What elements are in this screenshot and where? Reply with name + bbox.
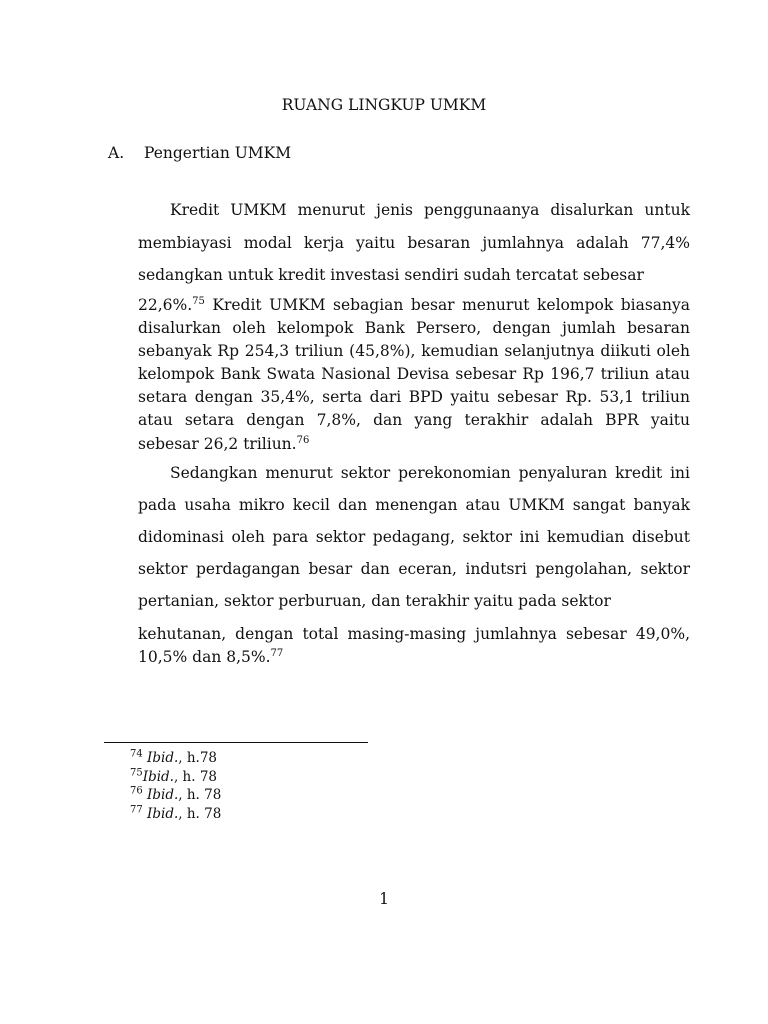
- paragraph-1-body: [138, 294, 690, 456]
- section-letter: A.: [108, 144, 125, 162]
- footnote-page: , h. 78: [178, 787, 222, 803]
- paragraph-2-tail: [138, 623, 690, 669]
- footnote-divider: [104, 742, 368, 743]
- footnote-74: [130, 749, 221, 768]
- footnote-source: Ibid.: [147, 805, 179, 822]
- footnote-76: [130, 786, 221, 805]
- footnote-source: Ibid.: [147, 750, 179, 766]
- paragraph-2-lead: Sedangkan menurut sektor perekonomian penyaluran kredit ini pada usaha mikro kecil dan menengan atau UMKM sangat banyak didominasi oleh para sektor pedagang, sektor ini kemudian disebut sektor perdagangan besar dan eceran, indutsri pengolahan, sektor pertanian, sektor perburuan, dan terakhir yaitu pada sektor: [138, 464, 690, 610]
- footnote-77: [130, 805, 221, 824]
- footnote-number: 76: [130, 785, 143, 797]
- footnote-75: [130, 768, 221, 787]
- footnote-number: 74: [130, 748, 143, 760]
- footnote-number: 75: [130, 767, 143, 778]
- page-title: RUANG LINGKUP UMKM: [281, 96, 487, 114]
- section-title: Pengertian UMKM: [144, 144, 292, 162]
- footnote-source: Ibid.: [147, 787, 179, 803]
- footnote-source: Ibid.: [142, 768, 174, 785]
- footnote-page: , h. 78: [173, 768, 218, 785]
- page-number: 1: [379, 890, 389, 908]
- footnotes: [130, 749, 221, 823]
- paragraph-1-part1: 22,6%.: [138, 296, 193, 314]
- section-heading: [108, 144, 291, 162]
- paragraph-1-lead: Kredit UMKM menurut jenis penggunaanya disalurkan untuk membiayasi modal kerja yaitu besaran jumlahnya adalah 77,4% sedangkan untuk kredit investasi sendiri sudah tercatat sebesar: [138, 201, 690, 284]
- paragraph-2-tail-text: kehutanan, dengan total masing-masing jumlahnya sebesar 49,0%, 10,5% dan 8,5%.: [138, 625, 690, 666]
- footnote-number: 77: [130, 804, 143, 815]
- footnote-page: , h.78: [178, 750, 218, 766]
- footnote-ref-75: 75: [192, 295, 205, 307]
- footnote-ref-76: 76: [296, 434, 310, 446]
- footnote-page: , h. 78: [178, 805, 222, 822]
- paragraph-1-part2: Kredit UMKM sebagian besar menurut kelompok biasanya disalurkan oleh kelompok Bank Persero, dengan jumlah besaran sebanyak Rp 254,3 triliun (45,8%), kemudian selanjutnya diikuti oleh kelompok Bank Swata Nasional Devisa sebesar Rp 196,7 triliun atau setara dengan 35,4%, serta dari BPD yaitu sebesar Rp. 53,1 triliun atau setara dengan 7,8%, dan yang terakhir adalah BPR yaitu sebesar 26,2 triliun.: [138, 296, 690, 453]
- footnote-ref-77: 77: [270, 647, 284, 659]
